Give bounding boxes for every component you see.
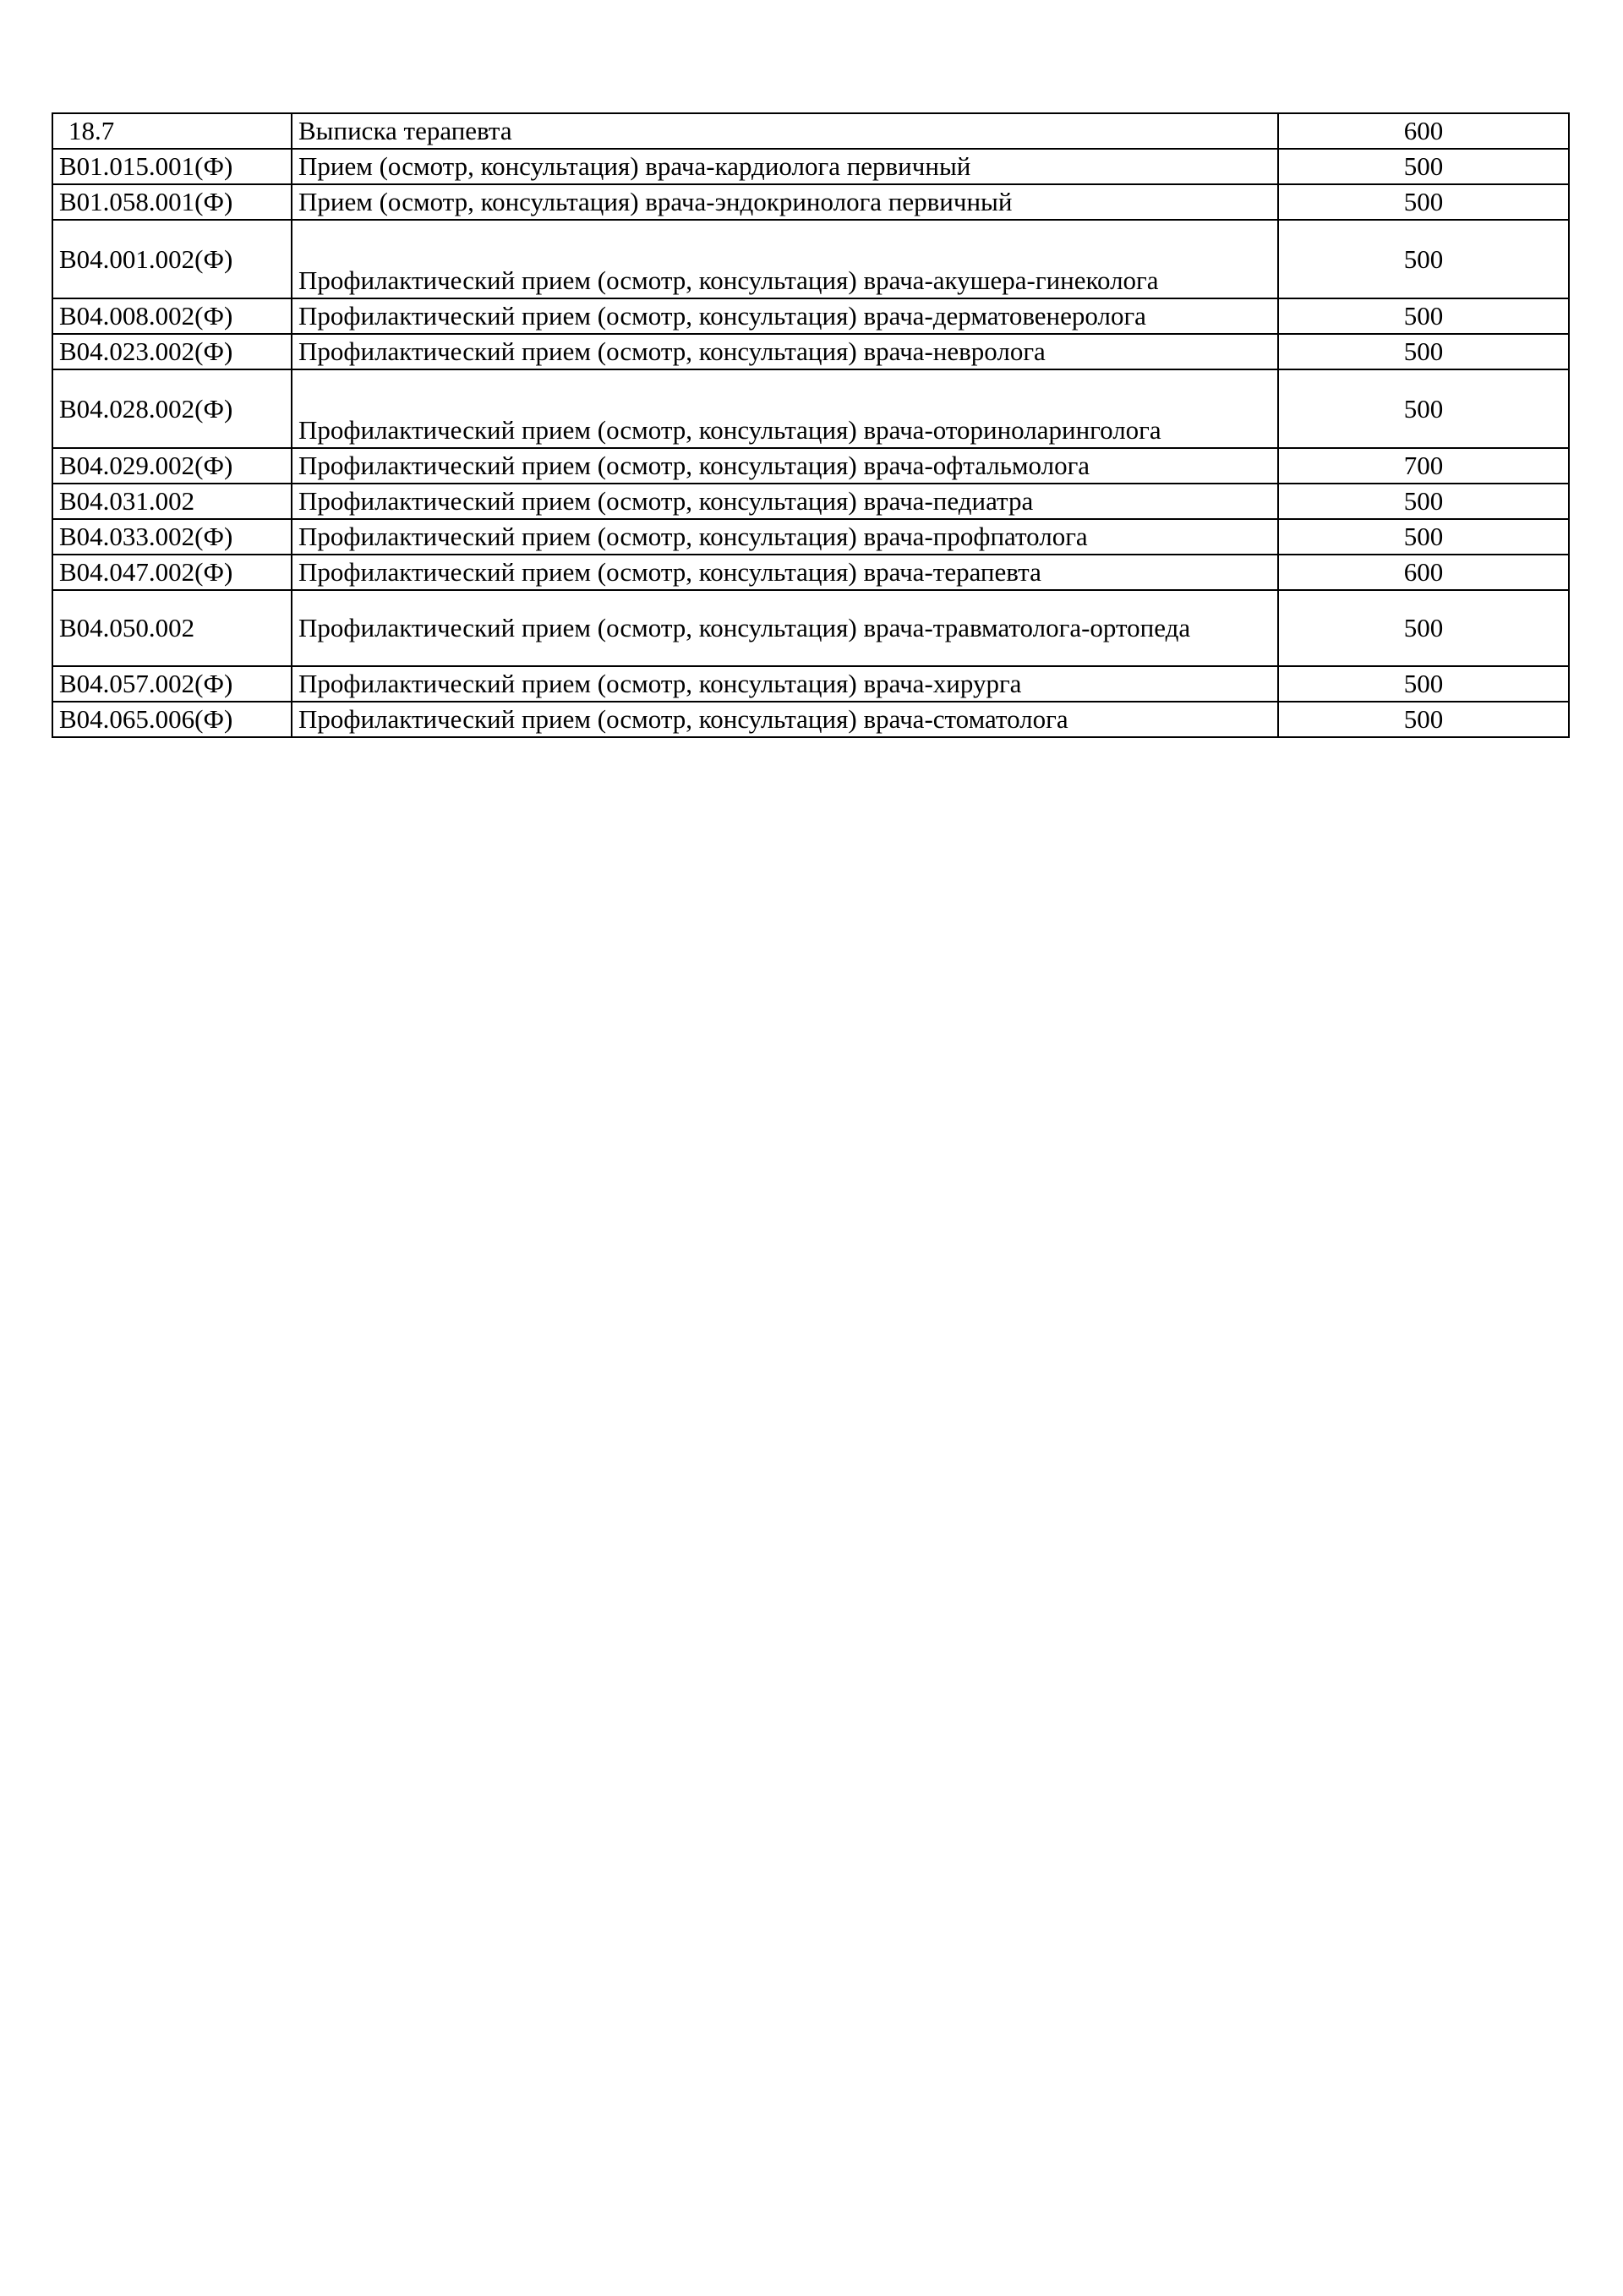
price-table-body — [52, 113, 1569, 737]
service-name-cell: Прием (осмотр, консультация) врача-кардиолога первичный — [292, 149, 1278, 184]
table-row — [52, 184, 1569, 220]
table-row — [52, 590, 1569, 666]
service-code-cell: B04.057.002(Ф) — [52, 666, 292, 702]
service-name-cell: Профилактический прием (осмотр, консультация) врача-педиатра — [292, 484, 1278, 519]
service-name-cell: Профилактический прием (осмотр, консультация) врача-хирурга — [292, 666, 1278, 702]
service-name-cell: Профилактический прием (осмотр, консультация) врача-терапевта — [292, 555, 1278, 590]
service-price-cell: 500 — [1278, 334, 1569, 369]
service-code-cell: 18.7 — [52, 113, 292, 149]
service-price-cell: 500 — [1278, 298, 1569, 334]
service-code-cell: B04.008.002(Ф) — [52, 298, 292, 334]
service-name-cell: Выписка терапевта — [292, 113, 1278, 149]
table-row — [52, 298, 1569, 334]
service-name-cell: Профилактический прием (осмотр, консультация) врача-оториноларинголога — [292, 369, 1278, 448]
table-row — [52, 113, 1569, 149]
service-code-cell: B04.065.006(Ф) — [52, 702, 292, 737]
table-row — [52, 484, 1569, 519]
service-code-cell: B01.058.001(Ф) — [52, 184, 292, 220]
table-row — [52, 220, 1569, 298]
service-price-cell: 500 — [1278, 519, 1569, 555]
table-row — [52, 448, 1569, 484]
service-price-cell: 500 — [1278, 149, 1569, 184]
service-price-cell: 500 — [1278, 184, 1569, 220]
service-code-cell: B04.033.002(Ф) — [52, 519, 292, 555]
service-code-cell: B04.031.002 — [52, 484, 292, 519]
table-row — [52, 555, 1569, 590]
service-name-cell: Профилактический прием (осмотр, консультация) врача-стоматолога — [292, 702, 1278, 737]
service-price-cell: 600 — [1278, 113, 1569, 149]
table-row — [52, 666, 1569, 702]
service-price-cell: 500 — [1278, 220, 1569, 298]
service-name-cell: Профилактический прием (осмотр, консультация) врача-невролога — [292, 334, 1278, 369]
service-price-cell: 500 — [1278, 590, 1569, 666]
price-table — [52, 112, 1570, 738]
service-code-cell: B04.028.002(Ф) — [52, 369, 292, 448]
service-name-cell: Профилактический прием (осмотр, консультация) врача-дерматовенеролога — [292, 298, 1278, 334]
service-price-cell: 700 — [1278, 448, 1569, 484]
service-name-cell: Профилактический прием (осмотр, консультация) врача-офтальмолога — [292, 448, 1278, 484]
service-name-cell: Профилактический прием (осмотр, консультация) врача-акушера-гинеколога — [292, 220, 1278, 298]
service-price-cell: 500 — [1278, 369, 1569, 448]
service-price-cell: 500 — [1278, 484, 1569, 519]
service-price-cell: 500 — [1278, 702, 1569, 737]
service-code-cell: B04.029.002(Ф) — [52, 448, 292, 484]
service-name-cell: Прием (осмотр, консультация) врача-эндокринолога первичный — [292, 184, 1278, 220]
table-row — [52, 702, 1569, 737]
service-code-cell: B04.001.002(Ф) — [52, 220, 292, 298]
service-code-cell: B04.023.002(Ф) — [52, 334, 292, 369]
table-row — [52, 369, 1569, 448]
service-name-cell: Профилактический прием (осмотр, консультация) врача-профпатолога — [292, 519, 1278, 555]
table-row — [52, 334, 1569, 369]
service-price-cell: 600 — [1278, 555, 1569, 590]
table-row — [52, 149, 1569, 184]
service-code-cell: B04.050.002 — [52, 590, 292, 666]
service-code-cell: B04.047.002(Ф) — [52, 555, 292, 590]
service-price-cell: 500 — [1278, 666, 1569, 702]
service-name-cell: Профилактический прием (осмотр, консультация) врача-травматолога-ортопеда — [292, 590, 1278, 666]
table-row — [52, 519, 1569, 555]
service-code-cell: B01.015.001(Ф) — [52, 149, 292, 184]
